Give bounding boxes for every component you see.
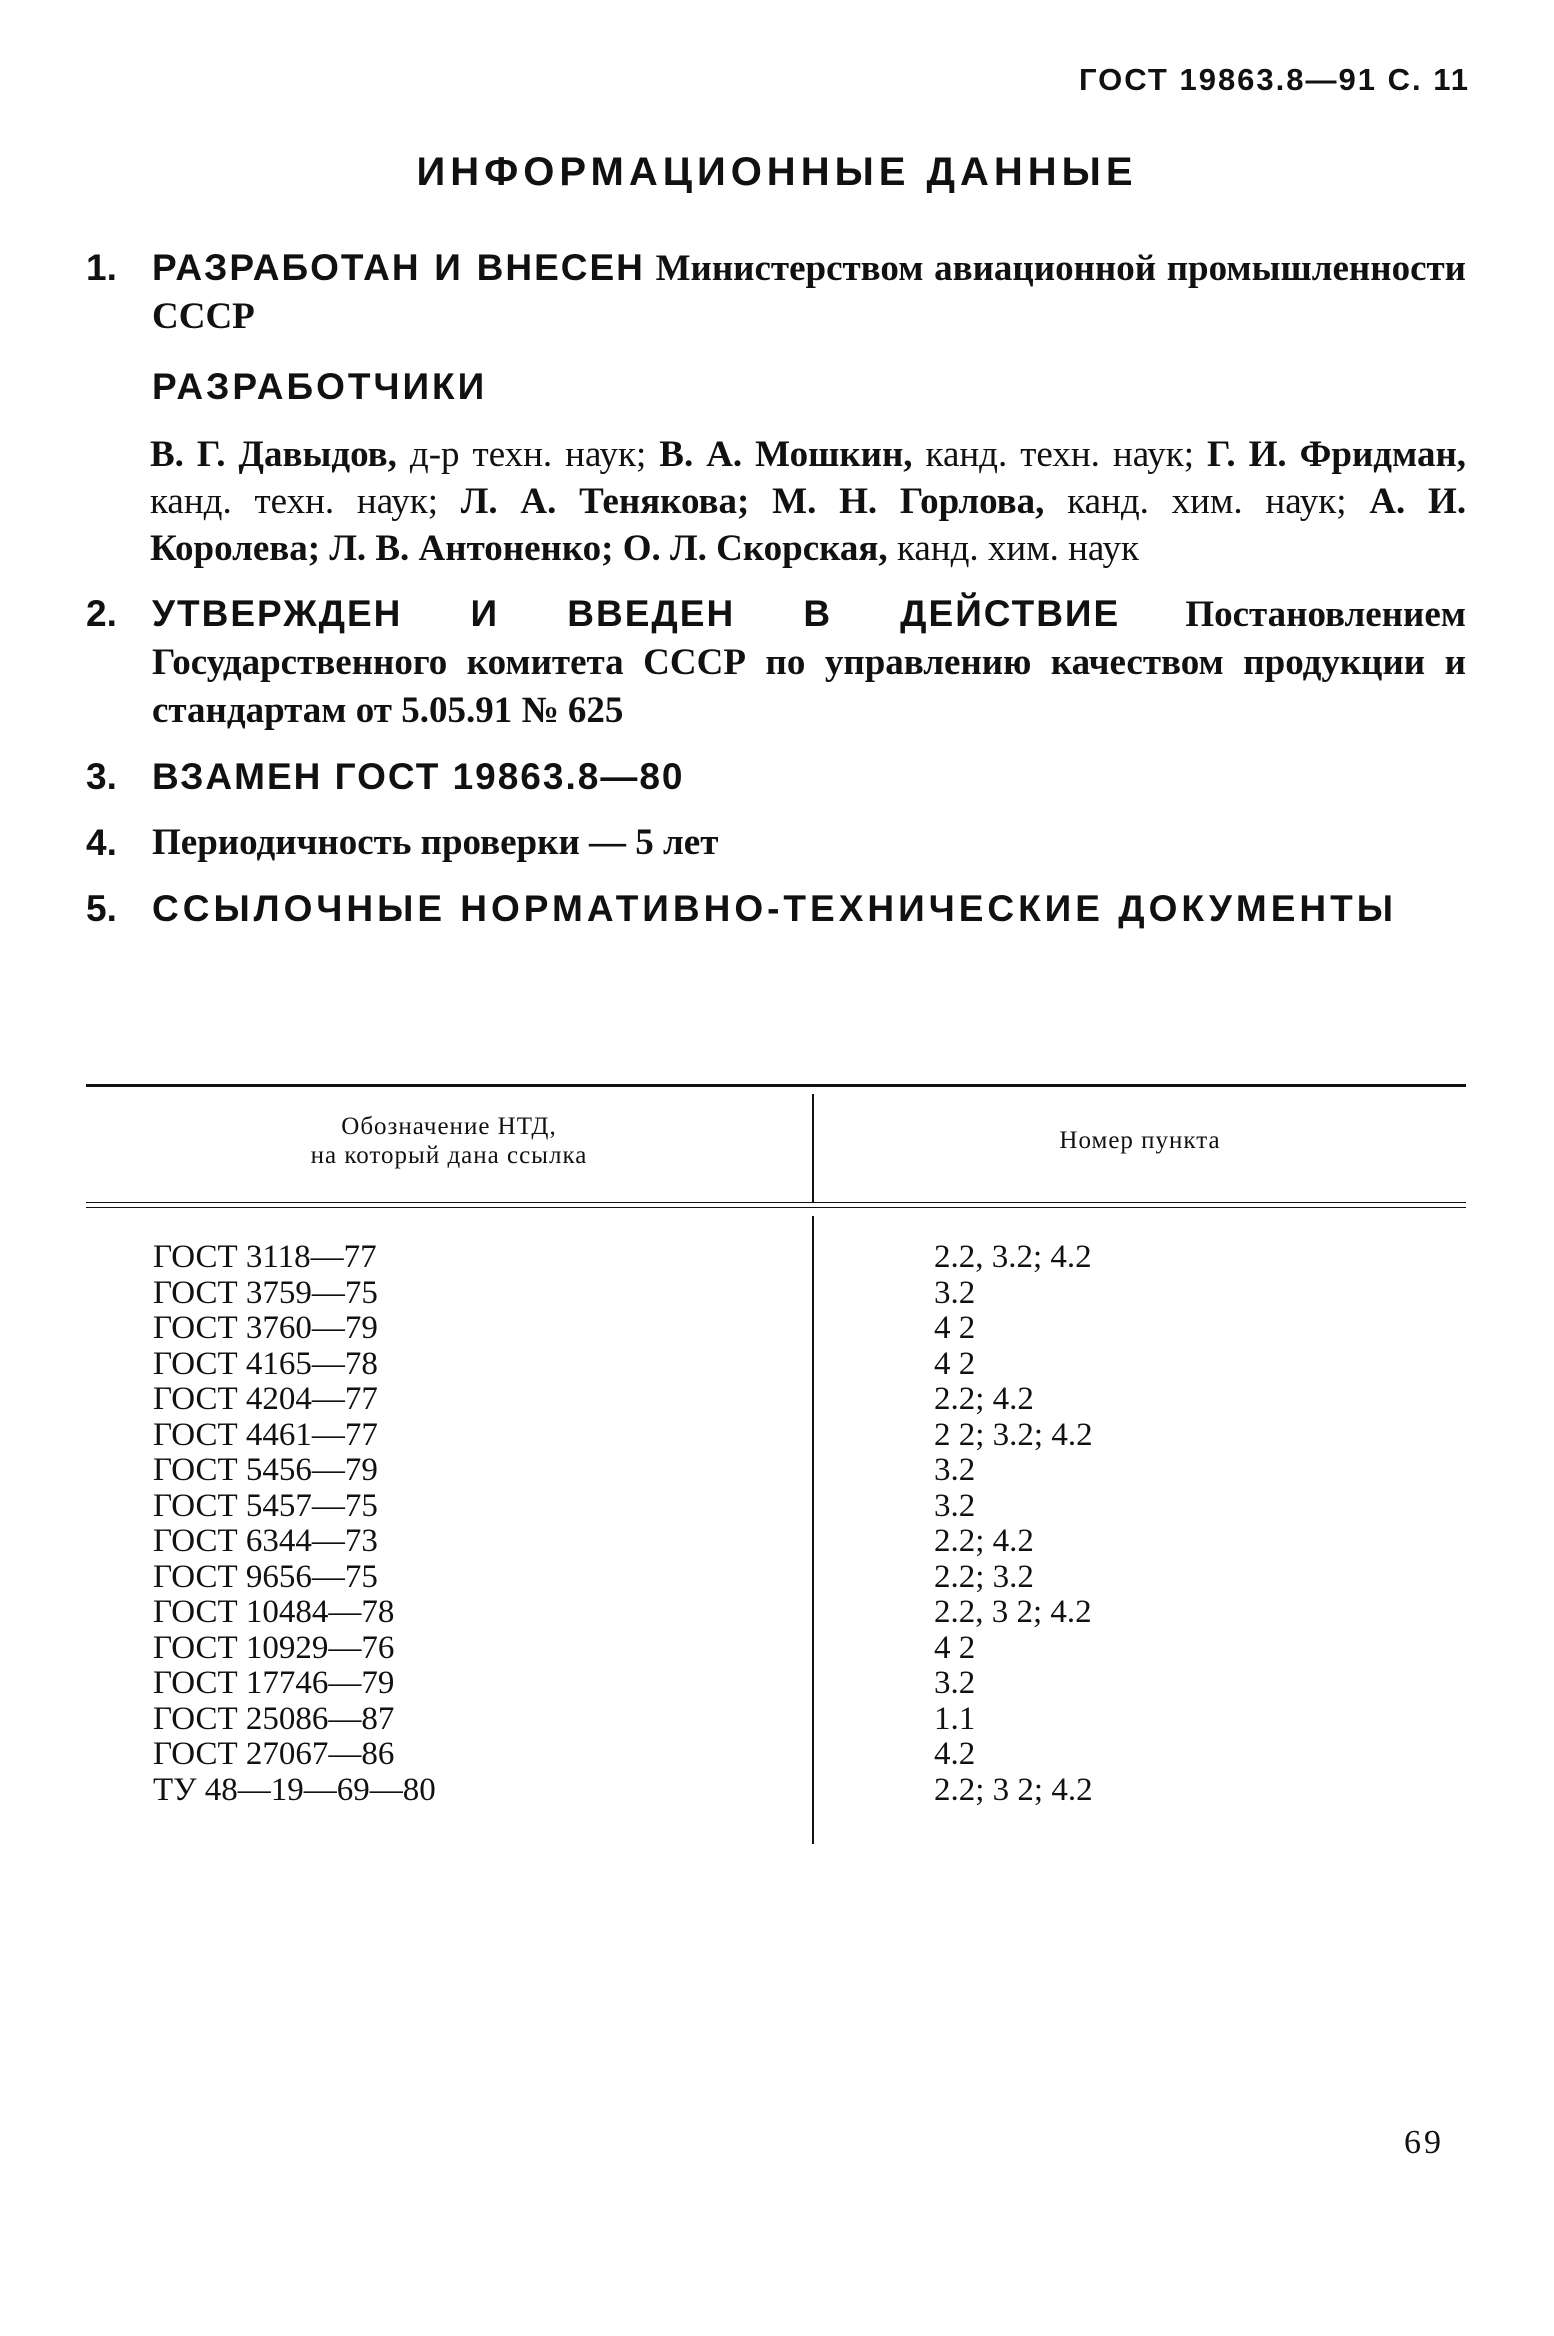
clause-number-cell: 4 2 — [934, 1310, 976, 1346]
table-header-designation — [86, 1112, 812, 1170]
ntd-designation-cell: ГОСТ 10484—78 — [153, 1594, 395, 1630]
table-top-rule — [86, 1084, 1466, 1087]
author-name: М. Н. Горлова, — [772, 481, 1045, 522]
clause-number-cell: 2.2, 3 2; 4.2 — [934, 1594, 1092, 1630]
page-number: 69 — [1404, 2124, 1444, 2161]
item-number: 5. — [86, 888, 117, 929]
ntd-designation-cell: ГОСТ 5456—79 — [153, 1452, 378, 1488]
author-name: В. А. Мошкин, — [659, 434, 913, 475]
table-row — [86, 1631, 1466, 1667]
author-name: Л. В. Антоненко; — [329, 528, 614, 569]
clause-number-cell: 4.2 — [934, 1736, 976, 1772]
clause-number-cell: 3.2 — [934, 1487, 976, 1524]
item-1-body: Министерством авиационной промышленности СССР — [152, 248, 1466, 337]
author-title: канд. хим. наук — [896, 528, 1139, 569]
info-content — [86, 244, 1466, 951]
page-title: ИНФОРМАЦИОННЫЕ ДАННЫЕ — [416, 150, 1138, 194]
author-title: канд. техн. наук; — [925, 434, 1194, 475]
ntd-designation-cell: ГОСТ 17746—79 — [153, 1665, 395, 1701]
author-title: канд. хим. наук; — [1067, 481, 1347, 522]
author-title: д-р техн. наук; — [409, 434, 647, 475]
author-name: Г. И. Фридман, — [1207, 434, 1467, 475]
table-body — [86, 1240, 1466, 1808]
clause-number-cell: 2.2; 4.2 — [934, 1523, 1034, 1559]
clause-number-cell: 3.2 — [934, 1665, 976, 1701]
item-number: 2. — [86, 593, 117, 634]
clause-number-cell: 4 2 — [934, 1629, 976, 1666]
author-title: канд. техн. наук; — [150, 481, 439, 522]
item-number: 1. — [86, 247, 117, 288]
info-item-3 — [86, 753, 1466, 801]
table-header-rule — [86, 1202, 1466, 1208]
clause-number-cell: 3.2 — [934, 1452, 976, 1488]
ntd-designation-cell: ГОСТ 27067—86 — [153, 1736, 395, 1772]
clause-number-cell: 2 2; 3.2; 4.2 — [934, 1416, 1093, 1453]
table-row — [86, 1311, 1466, 1347]
references-table — [86, 1084, 1466, 1844]
author-name: Л. А. Тенякова; — [460, 481, 750, 522]
table-row — [86, 1560, 1466, 1596]
ntd-designation-cell: ГОСТ 9656—75 — [153, 1558, 378, 1595]
clause-number-cell: 4 2 — [934, 1345, 976, 1382]
item-1-lead: РАЗРАБОТАН И ВНЕСЕН — [152, 247, 645, 288]
clause-number-cell: 2.2; 3 2; 4.2 — [934, 1771, 1093, 1808]
table-row — [86, 1595, 1466, 1631]
author-name: В. Г. Давыдов, — [150, 434, 397, 475]
table-row — [86, 1347, 1466, 1383]
clause-number-cell: 2.2; 3.2 — [934, 1558, 1034, 1595]
ntd-designation-cell: ГОСТ 5457—75 — [153, 1487, 378, 1524]
table-row — [86, 1489, 1466, 1525]
item-number: 3. — [86, 756, 117, 797]
table-row — [86, 1666, 1466, 1702]
ntd-designation-cell: ГОСТ 3118—77 — [153, 1239, 377, 1275]
table-header-clause-number: Номер пункта — [1059, 1127, 1221, 1154]
ntd-designation-cell: ГОСТ 3760—79 — [153, 1310, 378, 1346]
item-2-lead: УТВЕРЖДЕН И ВВЕДЕН В ДЕЙСТВИЕ — [152, 593, 1121, 634]
ntd-designation-cell: ГОСТ 4204—77 — [153, 1381, 378, 1417]
info-item-1 — [86, 244, 1466, 411]
header-line: Обозначение НТД, — [341, 1113, 557, 1140]
ntd-designation-cell: ГОСТ 6344—73 — [153, 1523, 378, 1559]
table-row — [86, 1276, 1466, 1312]
table-row — [86, 1773, 1466, 1809]
ntd-designation-cell: ГОСТ 3759—75 — [153, 1274, 378, 1311]
ntd-designation-cell: ТУ 48—19—69—80 — [153, 1771, 436, 1808]
table-row — [86, 1240, 1466, 1276]
clause-number-cell: 3.2 — [934, 1274, 976, 1311]
table-row — [86, 1453, 1466, 1489]
developers-list — [86, 431, 1466, 572]
item-number: 4. — [86, 822, 117, 863]
table-row — [86, 1737, 1466, 1773]
item-1-text — [152, 244, 1466, 341]
clause-number-cell: 2.2; 4.2 — [934, 1381, 1034, 1417]
table-row — [86, 1524, 1466, 1560]
ntd-designation-cell: ГОСТ 10929—76 — [153, 1629, 395, 1666]
ntd-designation-cell: ГОСТ 4461—77 — [153, 1416, 378, 1453]
info-item-5 — [86, 885, 1466, 933]
item-3-text: ВЗАМЕН ГОСТ 19863.8—80 — [152, 756, 685, 797]
author-name: А. И. Королева; — [150, 481, 1467, 569]
ntd-designation-cell: ГОСТ 4165—78 — [153, 1345, 378, 1382]
item-5-text: ССЫЛОЧНЫЕ НОРМАТИВНО-ТЕХНИЧЕСКИЕ ДОКУМЕНТЫ — [152, 888, 1397, 929]
item-2-text — [152, 590, 1466, 735]
running-header: ГОСТ 19863.8—91 С. 11 — [1079, 62, 1470, 97]
table-row — [86, 1702, 1466, 1738]
table-row — [86, 1382, 1466, 1418]
info-item-2 — [86, 590, 1466, 735]
header-line: на который дана ссылка — [310, 1142, 588, 1169]
clause-number-cell: 2.2, 3.2; 4.2 — [934, 1239, 1092, 1275]
clause-number-cell: 1.1 — [934, 1700, 976, 1737]
author-name: О. Л. Скорская, — [622, 528, 888, 569]
item-2-body: Постановлением Государственного комитета СССР по управлению качеством продукции и стандартам от 5.05.91 № 625 — [152, 594, 1466, 731]
info-item-4 — [86, 819, 1466, 867]
developers-heading: РАЗРАБОТЧИКИ — [152, 366, 488, 407]
table-row — [86, 1418, 1466, 1454]
item-4-text: Периодичность проверки — 5 лет — [152, 822, 719, 863]
ntd-designation-cell: ГОСТ 25086—87 — [153, 1700, 395, 1737]
